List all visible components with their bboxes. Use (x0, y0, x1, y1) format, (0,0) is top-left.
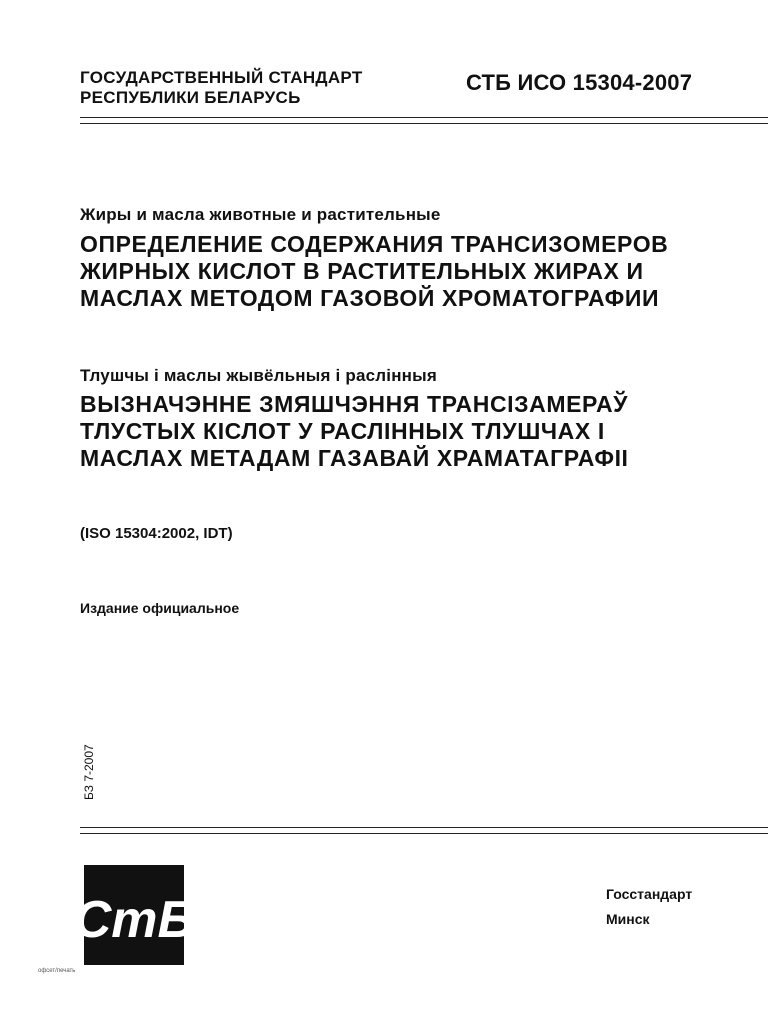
header-rule-bottom (80, 123, 768, 124)
publisher-city: Минск (606, 911, 650, 927)
side-code: БЗ 7-2007 (82, 744, 96, 800)
footer-rule-bottom (80, 833, 768, 834)
edition-label: Издание официальное (80, 600, 240, 616)
be-title-line-2: ТЛУСТЫХ КІСЛОТ У РАСЛІННЫХ ТЛУШЧАХ І (80, 418, 605, 444)
stb-logo-mark (73, 865, 195, 965)
org-line-2: РЕСПУБЛИКИ БЕЛАРУСЬ (80, 88, 301, 107)
header-rule-top (80, 117, 768, 118)
iso-reference: (ISO 15304:2002, IDT) (80, 525, 233, 542)
standard-code: СТБ ИСО 15304-2007 (466, 70, 693, 95)
issuing-organization (80, 68, 363, 108)
be-title-line-1: ВЫЗНАЧЭННЕ ЗМЯШЧЭННЯ ТРАНСІЗАМЕРАЎ (80, 391, 629, 417)
org-line-1: ГОСУДАРСТВЕННЫЙ СТАНДАРТ (80, 68, 363, 87)
ru-title-line-1: ОПРЕДЕЛЕНИЕ СОДЕРЖАНИЯ ТРАНСИЗОМЕРОВ (80, 231, 669, 257)
ru-title-line-2: ЖИРНЫХ КИСЛОТ В РАСТИТЕЛЬНЫХ ЖИРАХ И (80, 258, 644, 284)
footer-rule-top (80, 827, 768, 828)
ru-title-line-3: МАСЛАХ МЕТОДОМ ГАЗОВОЙ ХРОМАТОГРАФИИ (80, 285, 660, 311)
printer-mark: офсет/печать (38, 968, 76, 974)
ru-subtitle: Жиры и масла животные и растительные (80, 205, 441, 224)
publisher-name: Госстандарт (606, 886, 693, 902)
be-title-line-3: МАСЛАХ МЕТАДАМ ГАЗАВАЙ ХРАМАТАГРАФІІ (80, 445, 629, 471)
stb-logo-text: СтБ (73, 891, 195, 949)
stb-logo (73, 865, 195, 965)
be-subtitle: Тлушчы і маслы жывёльныя і раслінныя (80, 366, 437, 385)
